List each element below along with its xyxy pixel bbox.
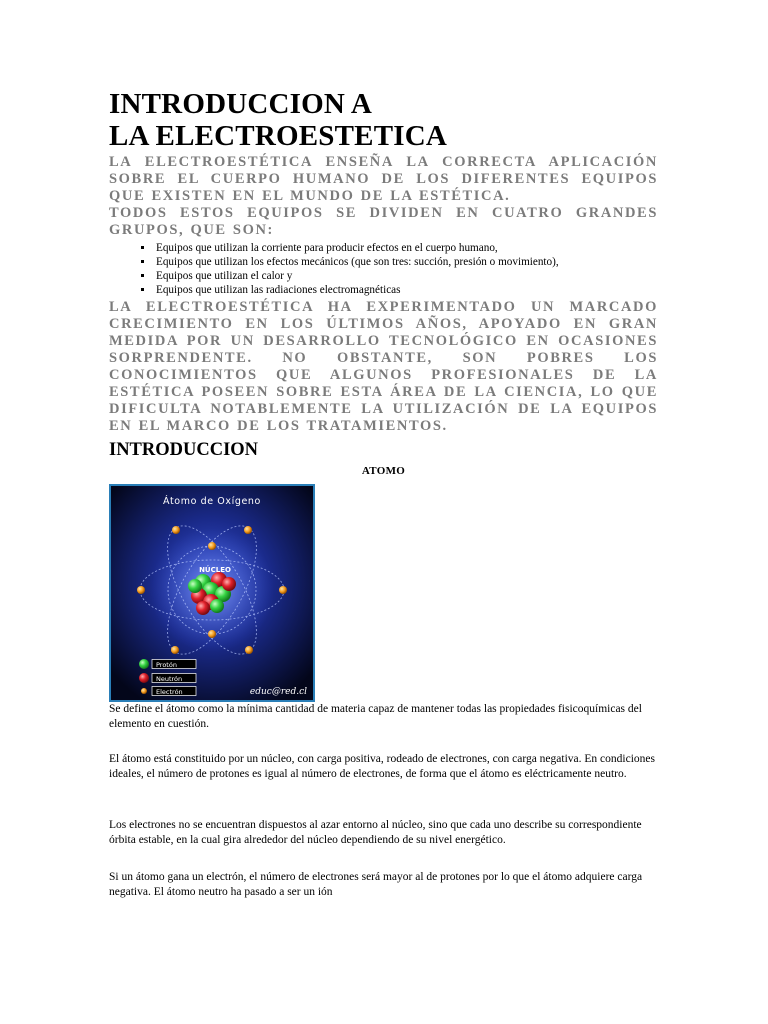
list-item: ▪ Equipos que utilizan la corriente para producir efectos en el cuerpo humano,	[154, 241, 658, 255]
legend-electron: Electrón	[156, 688, 183, 696]
body-paragraph-4: Si un átomo gana un electrón, el número de electrones será mayor al de protones por lo que el átomo adquiere carga negativa. El átomo neutro ha pasado a ser un ión	[109, 871, 643, 898]
section-subheading: ATOMO	[361, 465, 406, 477]
oxygen-atom-figure	[109, 484, 315, 702]
intro-paragraph-2: TODOS ESTOS EQUIPOS SE DIVIDEN EN CUATRO GRANDES GRUPOS, QUE SON:	[109, 205, 658, 238]
body-paragraph-2: El átomo está constituido por un núcleo, con carga positiva, rodeado de electrones, con carga negativa. En condiciones ideales, el número de protones es igual al número de electrones, de forma que el átomo es eléctricamente neutro.	[109, 753, 655, 780]
legend-proton: Protón	[156, 661, 177, 669]
figure-title: Átomo de Oxígeno	[163, 496, 261, 507]
document-title	[109, 88, 658, 152]
intro-paragraph-3: LA ELECTROESTÉTICA HA EXPERIMENTADO UN MARCADO CRECIMIENTO EN LOS ÚLTIMOS AÑOS, APOYADO EN GRAN MEDIDA POR UN DESARROLLO TECNOLÓGICO EN OCASIONES SORPRENDENTE. NO OBSTANTE, SON POBRES LOS CONOCIMIENTOS QUE ALGUNOS PROFESIONALES DE LA ESTÉTICA POSEEN SOBRE ESTA ÁREA DE LA CIENCIA, LO QUE DIFICULTA NOTABLEMENTE LA UTILIZACIÓN DE LA EQUIPOS EN EL MARCO DE LOS TRATAMIENTOS.	[109, 299, 658, 434]
document-page	[109, 88, 658, 477]
list-item: ▪ Equipos que utilizan el calor y	[154, 269, 658, 283]
figure-credit: educ@red.cl	[249, 687, 307, 697]
intro-paragraph-1: LA ELECTROESTÉTICA ENSEÑA LA CORRECTA APLICACIÓN SOBRE EL CUERPO HUMANO DE LOS DIFERENTES EQUIPOS QUE EXISTEN EN EL MUNDO DE LA ESTÉTICA.	[109, 154, 658, 204]
body-paragraph-1: Se define el átomo como la mínima cantidad de materia capaz de mantener todas las propiedades fisicoquímicas del elemento en cuestión.	[109, 703, 642, 730]
body-paragraph-3: Los electrones no se encuentran dispuestos al azar entorno al núcleo, sino que cada uno describe su correspondiente órbita estable, en la cual gira alrededor del núcleo dependiendo de su nivel energético.	[109, 819, 642, 846]
section-heading: INTRODUCCION	[109, 440, 259, 460]
equipment-groups-list	[109, 241, 658, 297]
list-item: ▪ Equipos que utilizan las radiaciones electromagnéticas	[154, 283, 658, 297]
list-item: ▪ Equipos que utilizan los efectos mecánicos (que son tres: succión, presión o movimiento),	[154, 255, 658, 269]
atom-illustration	[111, 486, 313, 700]
legend-neutron: Neutrón	[156, 675, 183, 683]
title-line-2: LA ELECTROESTETICA	[109, 120, 448, 152]
nucleus-label: NÚCLEO	[199, 566, 231, 574]
title-line-1: INTRODUCCION A	[109, 88, 373, 120]
